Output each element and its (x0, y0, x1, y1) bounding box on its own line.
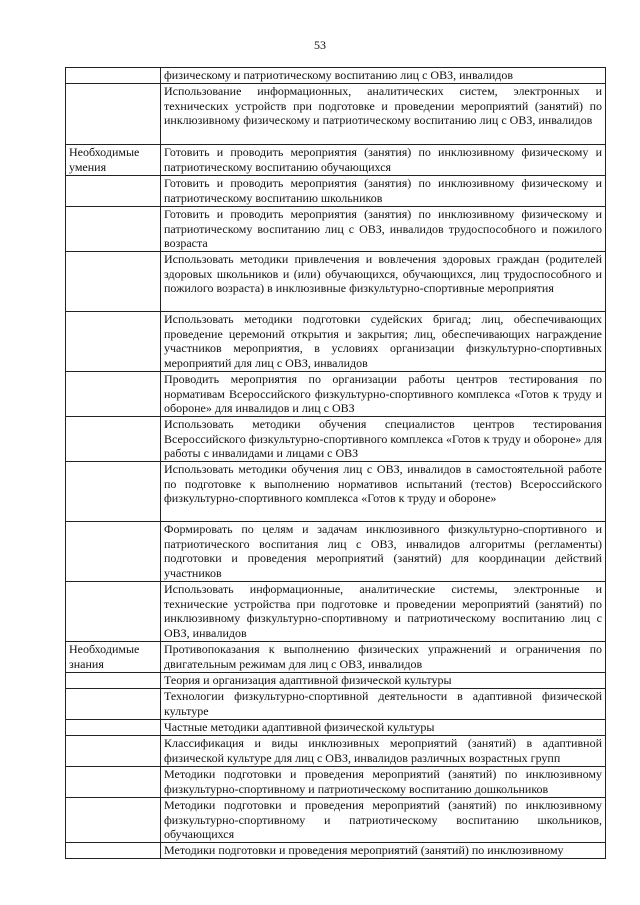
table-row (66, 767, 606, 798)
table-row (66, 312, 606, 372)
section-cell-empty (66, 462, 161, 522)
section-cell-empty (66, 372, 161, 417)
table-row (66, 843, 606, 859)
section-cell-empty (66, 68, 161, 84)
section-cell-empty (66, 417, 161, 462)
knowledge-item: Частные методики адаптивной физической культуры (161, 720, 606, 736)
table-row (66, 145, 606, 176)
knowledge-item: Теория и организация адаптивной физической культуры (161, 673, 606, 689)
knowledge-item: Методики подготовки и проведения мероприятий (занятий) по инклюзивному физкультурно-спортивному и патриотическому воспитанию дошкольников (161, 767, 606, 798)
skill-item: Готовить и проводить мероприятия (занятия) по инклюзивному физическому и патриотическому воспитанию школьников (161, 176, 606, 207)
section-cell-empty (66, 767, 161, 798)
table-row (66, 176, 606, 207)
section-cell-empty (66, 207, 161, 252)
table-row (66, 798, 606, 843)
table-row (66, 462, 606, 522)
section-label-skills: Необходимые умения (66, 145, 161, 176)
section-cell-empty (66, 522, 161, 582)
section-cell-empty (66, 176, 161, 207)
competency-table (65, 67, 606, 859)
section-cell-empty (66, 673, 161, 689)
section-cell-empty (66, 582, 161, 642)
table-row (66, 720, 606, 736)
skill-item: Использовать методики обучения специалистов центров тестирования Всероссийского физкультурно-спортивного комплекса «Готов к труду и обороне» для работы с инвалидами и лицами с ОВЗ (161, 417, 606, 462)
skill-item: Использовать методики обучения лиц с ОВЗ, инвалидов в самостоятельной работе по подготовке к выполнению нормативов испытаний (тестов) Всероссийского физкультурно-спортивного комплекса «Готов к труду и обороне» (161, 462, 606, 522)
table-cell-text: Использование информационных, аналитических систем, электронных и технических устройств при подготовке и проведении мероприятий (занятий) по инклюзивному физическому и патриотическому воспитанию лиц с ОВЗ, инвалидов (161, 84, 606, 145)
section-cell-empty (66, 312, 161, 372)
table-row (66, 736, 606, 767)
table-row (66, 689, 606, 720)
section-cell-empty (66, 689, 161, 720)
skill-item: Проводить мероприятия по организации работы центров тестирования по нормативам Всероссийского физкультурно-спортивного комплекса «Готов к труду и обороне» для инвалидов и лиц с ОВЗ (161, 372, 606, 417)
section-label-knowledge: Необходимые знания (66, 642, 161, 673)
table-row (66, 417, 606, 462)
table-row (66, 84, 606, 145)
knowledge-item: Противопоказания к выполнению физических упражнений и ограничения по двигательным режимам для лиц с ОВЗ, инвалидов (161, 642, 606, 673)
section-cell-empty (66, 252, 161, 312)
table-row (66, 522, 606, 582)
table-row (66, 68, 606, 84)
skill-item: Формировать по целям и задачам инклюзивного физкультурно-спортивного и патриотического воспитания лиц с ОВЗ, инвалидов алгоритмы (регламенты) подготовки и проведения мероприятий (занятий) для координации действий участников (161, 522, 606, 582)
table-row (66, 252, 606, 312)
table-cell-text: физическому и патриотическому воспитанию лиц с ОВЗ, инвалидов (161, 68, 606, 84)
table-row (66, 673, 606, 689)
skill-item: Готовить и проводить мероприятия (занятия) по инклюзивному физическому и патриотическому воспитанию обучающихся (161, 145, 606, 176)
skill-item: Использовать методики подготовки судейских бригад; лиц, обеспечивающих проведение церемоний открытия и закрытия; лиц, обеспечивающих награждение участников мероприятия, в условиях организации физкультурно-спортивных мероприятий для лиц с ОВЗ, инвалидов (161, 312, 606, 372)
section-cell-empty (66, 843, 161, 859)
knowledge-item: Методики подготовки и проведения мероприятий (занятий) по инклюзивному физкультурно-спортивному и патриотическому воспитанию школьников, обучающихся (161, 798, 606, 843)
table-row (66, 207, 606, 252)
section-cell-empty (66, 736, 161, 767)
table-row (66, 372, 606, 417)
knowledge-item: Классификация и виды инклюзивных мероприятий (занятий) в адаптивной физической культуре для лиц с ОВЗ, инвалидов различных возрастных групп (161, 736, 606, 767)
section-cell-empty (66, 84, 161, 145)
table-row (66, 642, 606, 673)
page-number: 53 (314, 38, 326, 52)
section-cell-empty (66, 798, 161, 843)
table-body (66, 68, 606, 859)
skill-item: Использовать информационные, аналитические системы, электронные и технические устройства при подготовке и проведении мероприятий (занятий) по инклюзивному физкультурно-спортивному и патриотическому воспитанию лиц с ОВЗ, инвалидов (161, 582, 606, 642)
table-row (66, 582, 606, 642)
knowledge-item: Технологии физкультурно-спортивной деятельности в адаптивной физической культуре (161, 689, 606, 720)
knowledge-item: Методики подготовки и проведения мероприятий (занятий) по инклюзивному (161, 843, 606, 859)
section-cell-empty (66, 720, 161, 736)
skill-item: Использовать методики привлечения и вовлечения здоровых граждан (родителей здоровых школьников и (или) обучающихся, обучающихся, лиц трудоспособного и пожилого возраста) в инклюзивные физкультурно-спортивные мероприятия (161, 252, 606, 312)
skill-item: Готовить и проводить мероприятия (занятия) по инклюзивному физическому и патриотическому воспитанию лиц с ОВЗ, инвалидов трудоспособного и пожилого возраста (161, 207, 606, 252)
